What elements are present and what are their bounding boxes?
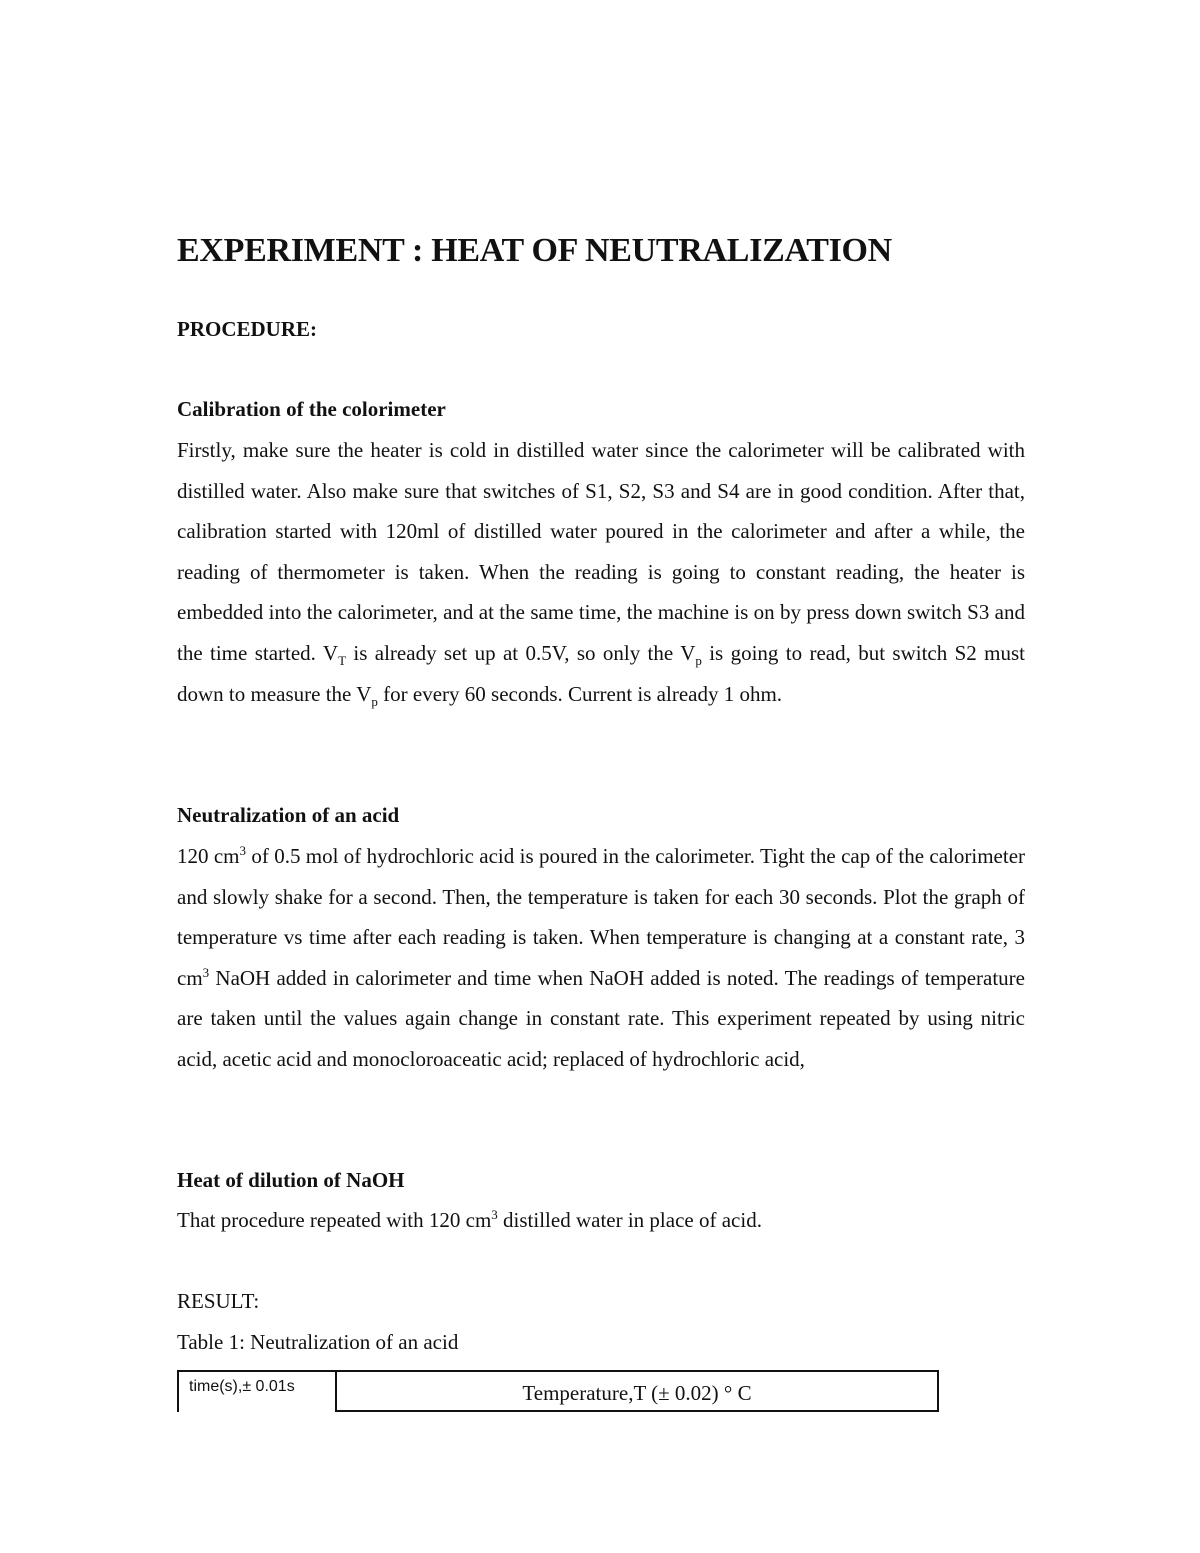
table-border	[177, 1410, 179, 1412]
neutralization-text-part: of 0.5 mol of hydrochloric acid is poured in the calorimeter. Tight the cap of the calorimeter and slowly shake for a second. Then, the temperature is taken for each 30 seconds. Plot the graph of temperature vs time after each reading is taken. When temperature is changing at a constant rate, 3 cm	[177, 844, 1026, 990]
result-label: RESULT:	[177, 1289, 260, 1313]
subscript-p: p	[371, 693, 378, 709]
document-title: EXPERIMENT : HEAT OF NEUTRALIZATION	[177, 232, 892, 269]
neutralization-paragraph	[177, 836, 1025, 1080]
subscript-t: T	[338, 653, 347, 669]
neutralization-heading: Neutralization of an acid	[177, 803, 400, 827]
calibration-paragraph	[177, 430, 1025, 714]
calibration-text-part: Firstly, make sure the heater is cold in distilled water since the calorimeter will be calibrated with distilled water. Also make sure that switches of S1, S2, S3 and S4 are in good condition. After that, calibration started with 120ml of distilled water poured in the calorimeter and after a while, the reading of thermometer is taken. When the reading is going to constant reading, the heater is embedded into the calorimeter, and at the same time, the machine is on by press down switch S3 and the time started. V	[177, 438, 1025, 665]
dilution-text-part: distilled water in place of acid.	[497, 1208, 762, 1232]
calibration-text-part: is already set up at 0.5V, so only the V	[346, 640, 696, 665]
superscript-3: 3	[239, 843, 247, 858]
calibration-heading: Calibration of the colorimeter	[177, 397, 446, 421]
dilution-heading: Heat of dilution of NaOH	[177, 1168, 405, 1192]
neutralization-table	[177, 1370, 939, 1412]
procedure-heading: PROCEDURE:	[177, 317, 317, 341]
calibration-text-part: is going to read, but switch S2 must down to measure the V	[177, 640, 1026, 706]
dilution-paragraph	[177, 1208, 762, 1233]
dilution-text-part: That procedure repeated with 120 cm	[177, 1208, 492, 1232]
calibration-text-part: for every 60 seconds. Current is already 1 ohm.	[377, 681, 783, 706]
table-header-time: time(s),± 0.01s	[177, 1370, 335, 1410]
table-header-temperature: Temperature,T (± 0.02) ° C	[335, 1370, 939, 1412]
neutralization-text-part: NaOH added in calorimeter and time when NaOH added is noted. The readings of temperature are taken until the values again change in constant rate. This experiment repeated by using nitric acid, acetic acid and monocloroaceatic acid; replaced of hydrochloric acid,	[177, 965, 1025, 1071]
superscript-3: 3	[491, 1207, 498, 1222]
table-caption: Table 1: Neutralization of an acid	[177, 1330, 459, 1354]
neutralization-text-part: 120 cm	[177, 844, 240, 868]
subscript-p: p	[695, 653, 702, 669]
superscript-3: 3	[202, 964, 210, 980]
